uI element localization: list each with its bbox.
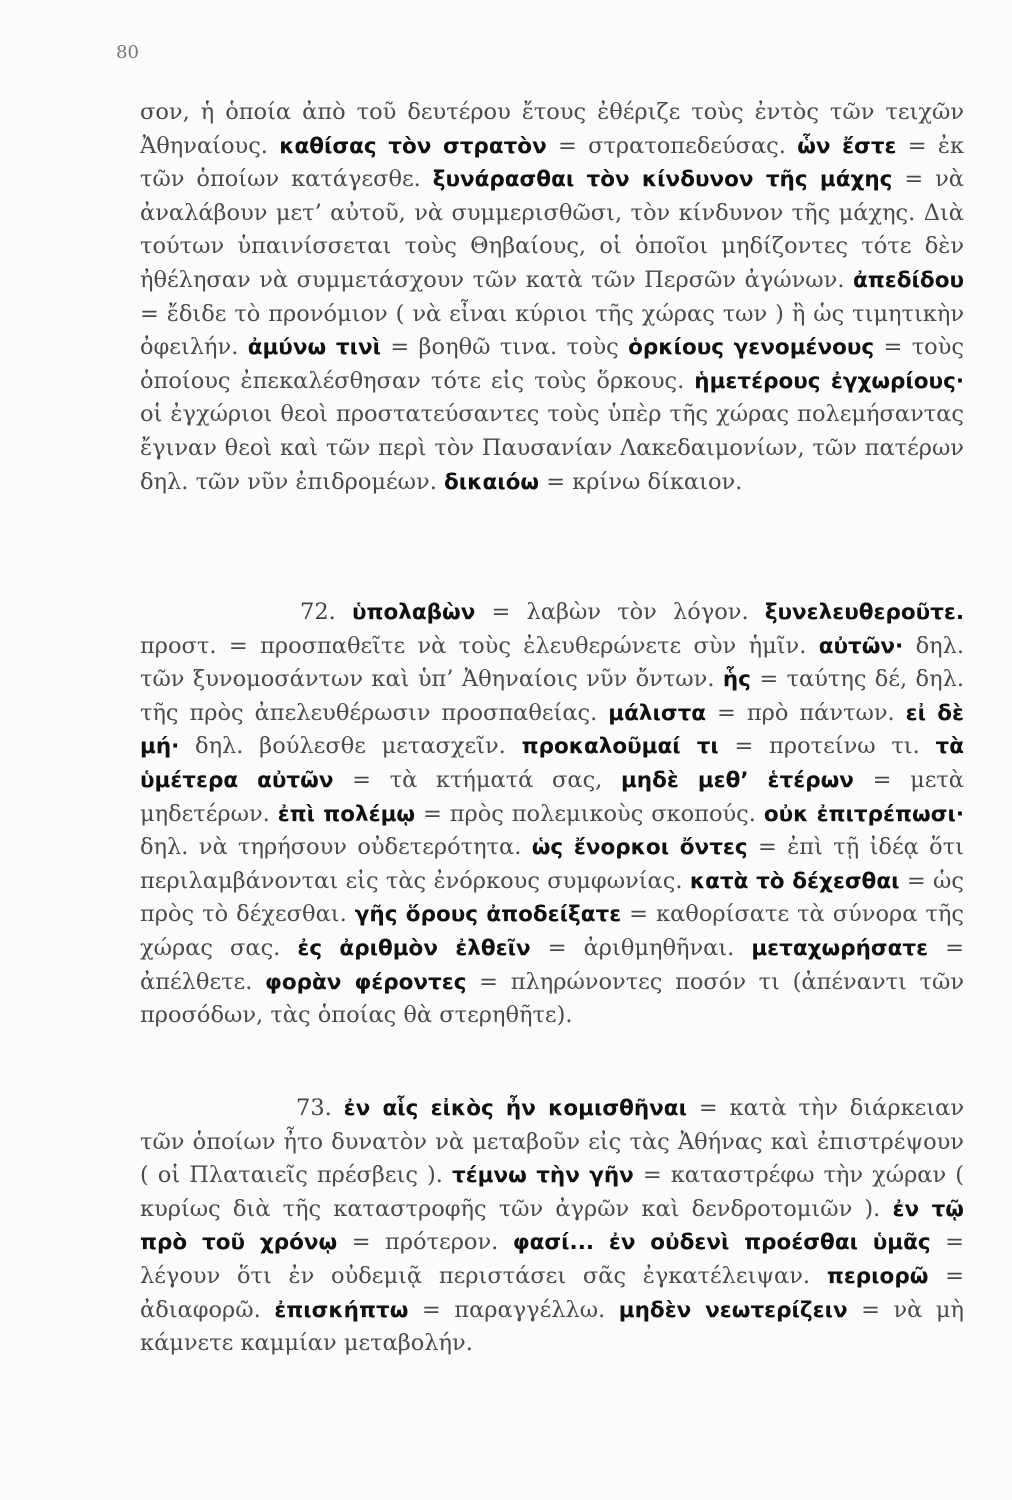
- lemma-term: ξυνελευθεροῦτε.: [764, 600, 965, 625]
- gloss-text: = ἀριθμηθῆναι.: [530, 934, 752, 961]
- gloss-text: = μετὰ μηδετέρων.: [140, 766, 964, 827]
- gloss-text: δηλ. τῶν ξυνομοσάντων καὶ ὑπ’ Ἀθηναίοις νῦν ὄντων.: [140, 632, 965, 693]
- lemma-term: κατὰ τὸ δέχεσθαι: [689, 868, 900, 894]
- lemma-term: φορὰν φέροντες: [265, 969, 467, 995]
- paragraph-72: [140, 596, 964, 1033]
- lemma-term: μεταχωρήσατε: [751, 935, 929, 961]
- gloss-text: = κατὰ τὴν διάρκειαν τῶν ὁποίων ἦτο δυνατὸν νὰ μεταβοῦν εἰς τὰς Ἀθήνας καὶ ἐπιστρέψουν ( οἱ Πλαταιεῖς πρέσβεις ).: [140, 1095, 965, 1189]
- lemma-term: μηδὲν νεωτερίζειν: [618, 1297, 848, 1323]
- gloss-text: = ταύτης δέ, δηλ. τῆς πρὸς ἀπελευθέρωσιν προσπαθείας.: [140, 666, 964, 726]
- gloss-text: = πληρώνοντες ποσόν τι (ἀπέναντι τῶν προσόδων, τὰς ὁποίας θὰ στερηθῆτε).: [140, 968, 965, 1029]
- gloss-text: = ἐπὶ τῇ ἰδέᾳ ὅτι περιλαμβάνονται εἰς τὰς ἐνόρκους συμφωνίας.: [140, 834, 964, 894]
- lemma-term: ὑπολαβὼν: [351, 600, 476, 625]
- lemma-term: ἧς: [722, 667, 751, 693]
- lemma-term: οὐκ ἐπιτρέπωσι·: [763, 801, 964, 827]
- lemma-term: εἰ δὲ μή·: [140, 700, 964, 760]
- gloss-text: = καταστρέφω τὴν χώραν ( κυρίως διὰ τῆς καταστροφῆς τῶν ἀγρῶν καὶ δενδροτομιῶν ).: [140, 1162, 964, 1222]
- lemma-term: ἐν αἷς εἰκὸς ἦν κομισθῆναι: [343, 1096, 687, 1121]
- gloss-text: = πρὸ πάντων.: [706, 699, 906, 726]
- gloss-text: = λαβὼν τὸν λόγον.: [475, 599, 765, 625]
- lemma-term: ἐπισκήπτω: [274, 1297, 409, 1323]
- gloss-text: = ἀδιαφορῶ.: [140, 1262, 964, 1323]
- paragraph-continuation: [140, 96, 964, 499]
- lemma-term: μάλιστα: [608, 700, 707, 726]
- lemma-term: τὰ ὑμέτερα αὐτῶν: [140, 734, 964, 793]
- lemma-term: ἀπεδίδου: [853, 267, 964, 293]
- gloss-text: = τοὺς ὁποίους ἐπεκαλέσθησαν τότε εἰς τοὺς ὅρκους.: [140, 334, 965, 394]
- gloss-text: = πρότερον.: [337, 1229, 513, 1256]
- gloss-text: = νὰ ἀναλάβουν μετ’ αὐτοῦ, νὰ συμμερισθῶσι, τὸν κίνδυνον τῆς μάχης. Διὰ τούτων ὑπαινίσσεται τοὺς Θηβαίους, οἱ ὁποῖοι μηδίζοντες τότε δὲν ἠθέλησαν νὰ συμμετάσχουν τῶν κατὰ τῶν Περσῶν ἀγώνων.: [140, 166, 965, 293]
- lemma-term: περιορῶ: [826, 1263, 929, 1289]
- paragraph-number: 73.: [296, 1095, 344, 1121]
- lemma-term: φασί... ἐν οὐδενὶ προέσθαι ὑμᾶς: [512, 1230, 931, 1256]
- gloss-text: = τὰ κτήματά σας,: [333, 766, 621, 793]
- lemma-term: αὐτῶν·: [818, 633, 904, 659]
- lemma-term: μηδὲ μεθ’ ἑτέρων: [620, 767, 854, 793]
- lemma-term: ξυνάρασθαι τὸν κίνδυνον τῆς μάχης: [432, 167, 893, 193]
- gloss-text: = στρατοπεδεύσας.: [546, 132, 798, 159]
- paragraph-number: 72.: [300, 599, 352, 625]
- lemma-term: δικαιόω: [444, 469, 540, 495]
- gloss-text: = λέγουν ὅτι ἐν οὐδεμιᾷ περιστάσει σᾶς ἐγκατέλειψαν.: [140, 1229, 965, 1289]
- lemma-term: ὧν ἔστε: [797, 133, 897, 159]
- gloss-text: = παραγγέλλω.: [408, 1296, 619, 1323]
- gloss-text: προστ. = προσπαθεῖτε νὰ τοὺς ἐλευθερώνετε σὺν ἡμῖν.: [140, 632, 819, 659]
- lemma-term: ἀμύνω τινὶ: [247, 335, 381, 361]
- lemma-term: γῆς ὅρους ἀποδείξατε: [354, 902, 622, 928]
- gloss-text: = νὰ μὴ κάμνετε καμμίαν μεταβολήν.: [140, 1296, 964, 1357]
- gloss-text: = ἀπέλθετε.: [140, 934, 964, 995]
- gloss-text: = ἐκ τῶν ὁποίων κατάγεσθε.: [140, 132, 965, 193]
- lemma-term: ἐς ἀριθμὸν ἐλθεῖν: [297, 935, 531, 961]
- lemma-term: ἡμετέρους ἐγχωρίους·: [694, 368, 964, 394]
- gloss-text: = καθορίσατε τὰ σύνορα τῆς χώρας σας.: [140, 901, 964, 961]
- lemma-term: προκαλοῦμαί τι: [521, 734, 719, 760]
- gloss-text: δηλ. νὰ τηρήσουν οὐδετερότητα.: [140, 834, 532, 861]
- paragraph-73: [140, 1092, 964, 1361]
- lemma-term: ὡς ἔνορκοι ὄντες: [531, 835, 748, 861]
- lemma-term: ἐν τῷ πρὸ τοῦ χρόνῳ: [140, 1196, 964, 1256]
- gloss-text: σον, ἡ ὁποία ἀπὸ τοῦ δευτέρου ἔτους ἐθέριζε τοὺς ἐντὸς τῶν τειχῶν Ἀθηναίους.: [140, 99, 964, 159]
- gloss-text: δηλ. βούλεσθε μετασχεῖν.: [179, 733, 522, 760]
- gloss-text: = ἔδιδε τὸ προνόμιον ( νὰ εἶναι κύριοι τῆς χώρας των ) ἢ ὡς τιμητικὴν ὀφειλήν.: [140, 300, 964, 361]
- lemma-term: καθίσας τὸν στρατὸν: [279, 133, 547, 159]
- lemma-term: ὁρκίους γενομένους: [628, 335, 875, 361]
- lemma-term: τέμνω τὴν γῆν: [451, 1163, 634, 1189]
- lemma-term: ἐπὶ πολέμῳ: [277, 801, 416, 827]
- gloss-text: = πρὸς πολεμικοὺς σκοπούς.: [415, 800, 764, 827]
- gloss-text: = προτείνω τι.: [718, 733, 936, 760]
- gloss-text: = κρίνω δίκαιον.: [539, 468, 743, 495]
- gloss-text: = ὡς πρὸς τὸ δέχεσθαι.: [140, 867, 964, 928]
- page-number: 80: [116, 42, 139, 63]
- gloss-text: = βοηθῶ τινα. τοὺς: [380, 334, 629, 361]
- gloss-text: οἱ ἐγχώριοι θεοὶ προστατεύσαντες τοὺς ὑπὲρ τῆς χώρας πολεμήσαντας ἔγιναν θεοὶ καὶ τῶν περὶ τὸν Παυσανίαν Λακεδαιμονίων, τῶν πατέρων δηλ. τῶν νῦν ἐπιδρομέων.: [140, 401, 964, 495]
